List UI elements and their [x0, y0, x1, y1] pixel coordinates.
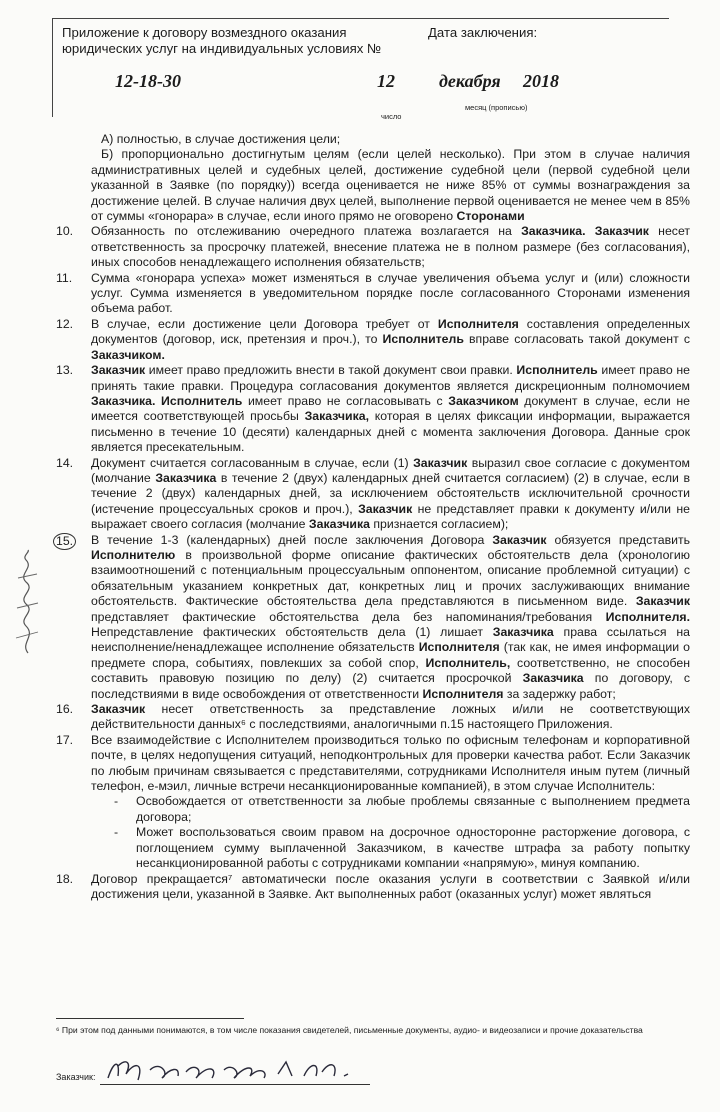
clause-17: 17. Все взаимодействие с Исполнителем производиться только по офисным телефонам и корпоративной почте, в целях недопущения ситуаций, неподконтрольных для проверки качества работ. Если Заказчик по любым причинам связывается с представителями, сотрудниками Исполнителя иным путем (личный телефон, е-мэил, личные встречи несанкционированные компанией), в этом случае Исполнитель: — [56, 732, 690, 794]
header-box — [52, 18, 669, 121]
clause-17-dash-1: - Освобождается от ответственности за любые проблемы связанные с выполнением предмета договора; — [114, 794, 690, 824]
clause-17-dash-2: - Может воспользоваться своим правом на досрочное односторонне расторжение договора, с поглощением сумму выплаченной Заказчиком, в качестве штрафа за работу попытку несанкционированной работы с сотрудниками компании «напрямую», минуя компанию. — [114, 825, 690, 871]
footnote-6: ⁶ При этом под данными понимаются, в том числе показания свидетелей, письменные документы, аудио- и видеозаписи и прочие доказательства — [56, 1025, 643, 1035]
clause-11: 11. Сумма «гонорара успеха» может изменяться в случае увеличения объема услуг и (или) сложности услуг. Сумма изменяется в уведомительном порядке после согласованного Сторонами изменения объема работ. — [56, 270, 690, 316]
month-caption: месяц (прописью) — [465, 103, 528, 112]
footnote-divider — [56, 1018, 244, 1019]
customer-signature — [100, 1052, 370, 1088]
appendix-title: Приложение к договору возмездного оказания юридических услуг на индивидуальных условиях № — [62, 25, 382, 56]
date-day: 12 — [377, 71, 395, 91]
signature-line — [100, 1084, 370, 1085]
date-month: декабря — [439, 71, 501, 91]
clause-10: 10. Обязанность по отслеживанию очередного платежа возлагается на Заказчика. Заказчик несет ответственность за просрочку платежей, внесение платежа не в полном размере (без согласования), иных способов ненадлежащего исполнения обязательств; — [56, 224, 691, 270]
clause-13: 13. Заказчик имеет право предложить внести в такой документ свои правки. Исполнитель имеет право не принять такие правки. Процедура согласования документов является дискреционным полномочием Заказчика. Исполнитель имеет право не согласовывать с Заказчиком документ в случае, если не имеется соответствующей просьбы Заказчика, которая в целях фиксации информации, выражается письменно в течение 10 (десяти) календарных дней с момента заключения Договора. Данные срок является пресекательным. — [56, 363, 690, 455]
clause-12: 12. В случае, если достижение цели Договора требует от Исполнителя составления определенных документов (договор, иск, претензия и проч.), то Исполнитель вправе согласовать такой документ с Заказчиком. — [56, 316, 691, 362]
handwritten-margin-note — [8, 548, 48, 658]
date-year: 2018 — [523, 71, 559, 91]
clause-14: 14. Документ считается согласованным в случае, если (1) Заказчик выразил свое согласие с документом (молчание Заказчика в течение 2 (двух) календарных дней считается согласием) (2) в случае, если в течение 2 (двух) календарных дней, за исключением обстоятельств исключительной срочности (истечение процессуальных сроков и проч.), Заказчик не представляет правки к документу и/или не выражает своего согласия (молчание Заказчика признается согласием); — [56, 455, 690, 532]
clause-15: 15. В течение 1-3 (календарных) дней после заключения Договора Заказчик обязуется представить Исполнителю в произвольной форме описание фактических обстоятельств дела (хронологию взаимоотношений с потенциальным процессуальным оппонентом, описание проблемной ситуации) с обязательным указанием конкретных дат, конкретных лиц и прочих заслуживающих внимание обстоятельств. Фактические обстоятельства дела представляются в письменном виде. Заказчик представляет фактические обстоятельства дела без напоминания/требования Исполнителя. Непредставление фактических обстоятельств дела (1) лишает Заказчика права ссылаться на неисполнение/ненадлежащее исполнение обязательств Исполнителя (так как, не имея информации о предмете спора, событиях, повлекших за собой спор, Исполнитель, соответственно, не способен составить правовую позицию по делу) (2) считается просрочкой Заказчика по договору, с последствиями в виде освобождения от ответственности Исполнителя за задержку работ; — [56, 533, 690, 702]
day-caption: число — [381, 112, 402, 121]
clause-a: А) полностью, в случае достижения цели; — [101, 132, 341, 146]
clause-b: Б) пропорционально достигнутым целям (если целей несколько). При этом в случае наличия административных целей и судебных целей, достижение судебной цели (первой судебной цели указанной в Заявке (по порядку)) всегда оценивается не ниже 85% от суммы вознаграждения за достижение целей. В случае наличия двух целей, выполнение первой оценивается не менее чем в 85% от суммы «гонорара» в случае, если иного прямо не оговорено Сторонами — [91, 147, 690, 224]
contract-number: 12-18-30 — [115, 71, 181, 91]
document-body — [56, 132, 690, 902]
date-label: Дата заключения: — [428, 25, 538, 40]
signature-label: Заказчик: — [56, 1072, 96, 1082]
clause-18: 18. Договор прекращается⁷ автоматически после оказания услуги в соответствии с Заявкой и/или достижения цели, указанной в Заявке. Акт выполненных работ (оказанных услуг) может являться — [56, 871, 690, 901]
clause-16: 16. Заказчик несет ответственность за представление ложных и/или не соответствующих действительности данных⁶ с последствиями, аналогичными п.15 настоящего Приложения. — [56, 702, 690, 732]
